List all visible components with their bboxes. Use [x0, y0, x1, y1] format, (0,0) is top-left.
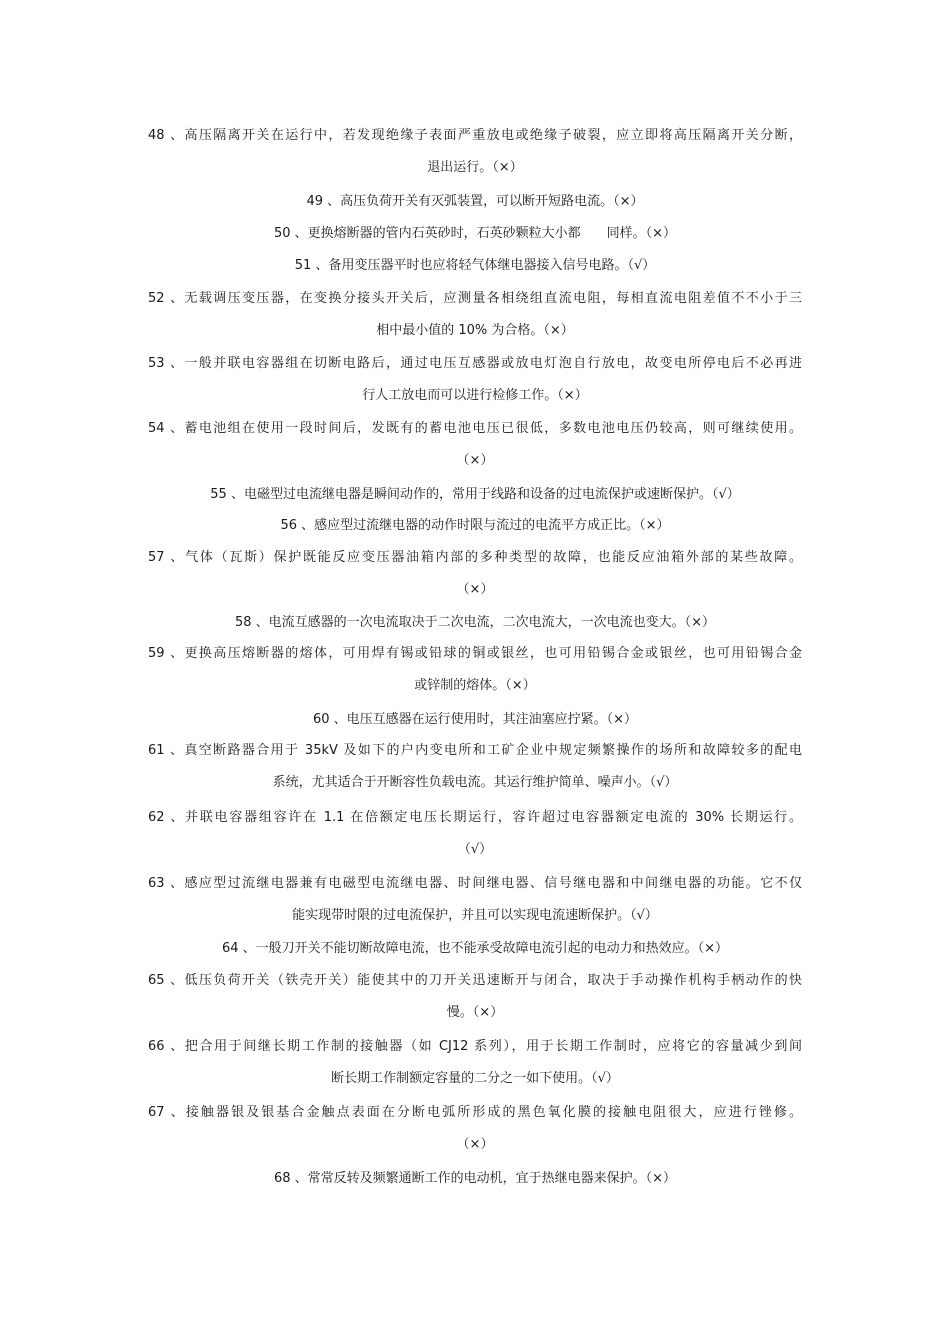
item-line: （×）	[456, 1137, 494, 1152]
item-line: 53 、一般并联电容器组在切断电路后，通过电压互感器或放电灯泡自行放电，故变电所停电后不必再进	[148, 356, 802, 371]
item-line: 56 、感应型过流继电器的动作时限与流过的电流平方成正比。（×）	[280, 518, 670, 533]
item-line: 48 、高压隔离开关在运行中，若发现绝缘子表面严重放电或绝缘子破裂，应立即将高压隔离开关分断，	[148, 128, 802, 143]
item-line: 52 、无载调压变压器，在变换分接头开关后，应测量各相绕组直流电阻，每相直流电阻差值不不小于三	[148, 291, 802, 306]
list-item-55	[148, 479, 802, 511]
item-line: 或锌制的熔体。（×）	[414, 678, 536, 693]
item-line: （√）	[457, 842, 493, 857]
item-line: 58 、电流互感器的一次电流取决于二次电流，二次电流大，一次电流也变大。（×）	[234, 615, 716, 630]
item-line: 55 、电磁型过电流继电器是瞬间动作的，常用于线路和设备的过电流保护或速断保护。（√）	[210, 487, 740, 502]
list-item-62	[148, 802, 802, 866]
item-line: 67 、接触器银及银基合金触点表面在分断电弧所形成的黑色氧化膜的接触电阻很大，应进行锉修。	[148, 1105, 802, 1120]
list-item-49	[148, 186, 802, 218]
item-line: 66 、把合用于间继长期工作制的接触器（如 CJ12 系列），用于长期工作制时，应将它的容量减少到间	[148, 1039, 802, 1054]
list-item-54	[148, 413, 802, 477]
list-item-63	[148, 868, 802, 932]
item-line: 相中最小值的 10% 为合格。（×）	[376, 323, 574, 338]
item-line: 51 、备用变压器平时也应将轻气体继电器接入信号电路。（√）	[294, 258, 656, 273]
item-line: 退出运行。（×）	[427, 160, 523, 175]
item-line: （×）	[456, 582, 494, 597]
list-item-60	[148, 704, 802, 736]
item-line: 50 、更换熔断器的管内石英砂时，石英砂颗粒大小都 同样。（×）	[273, 226, 677, 241]
list-item-51	[148, 250, 802, 282]
item-line: 行人工放电而可以进行检修工作。（×）	[362, 388, 588, 403]
item-line: （×）	[456, 453, 494, 468]
list-item-50	[148, 218, 802, 250]
item-line: 63 、感应型过流继电器兼有电磁型电流继电器、时间继电器、信号继电器和中间继电器的功能。它不仅	[148, 876, 802, 891]
item-line: 64 、一般刀开关不能切断故障电流，也不能承受故障电流引起的电动力和热效应。（×）	[221, 941, 729, 956]
list-item-66	[148, 1031, 802, 1095]
list-item-64	[148, 933, 802, 965]
item-line: 系统，尤其适合于开断容性负载电流。其运行维护简单、噪声小。（√）	[272, 775, 678, 790]
item-line: 60 、电压互感器在运行使用时，其注油塞应拧紧。（×）	[312, 712, 638, 727]
list-item-56	[148, 510, 802, 542]
item-line: 68 、常常反转及频繁通断工作的电动机，宜于热继电器来保护。（×）	[273, 1171, 677, 1186]
list-item-53	[148, 348, 802, 412]
list-item-57	[148, 542, 802, 606]
list-item-58	[148, 607, 802, 639]
item-line: 62 、并联电容器组容许在 1.1 在倍额定电压长期运行，容许超过电容器额定电流的 30% 长期运行。	[148, 810, 802, 825]
item-line: 慢。（×）	[446, 1005, 504, 1020]
list-item-61	[148, 735, 802, 799]
list-item-48	[148, 120, 802, 184]
list-item-59	[148, 638, 802, 702]
list-item-65	[148, 965, 802, 1029]
list-item-68	[148, 1163, 802, 1195]
item-line: 61 、真空断路器合用于 35kV 及如下的户内变电所和工矿企业中规定频繁操作的场所和故障较多的配电	[148, 743, 802, 758]
item-line: 59 、更换高压熔断器的熔体，可用焊有锡或铅球的铜或银丝，也可用铅锡合金或银丝，也可用铅锡合金	[148, 646, 802, 661]
item-line: 断长期工作制额定容量的二分之一如下使用。（√）	[331, 1071, 619, 1086]
item-line: 54 、蓄电池组在使用一段时间后，发既有的蓄电池电压已很低，多数电池电压仍较高，则可继续使用。	[148, 421, 802, 436]
item-line: 57 、气体（瓦斯）保护既能反应变压器油箱内部的多种类型的故障，也能反应油箱外部的某些故障。	[148, 550, 802, 565]
item-line: 65 、低压负荷开关（铁壳开关）能使其中的刀开关迅速断开与闭合，取决于手动操作机构手柄动作的快	[148, 973, 802, 988]
item-line: 49 、高压负荷开关有灭弧装置，可以断开短路电流。（×）	[306, 194, 644, 209]
list-item-67	[148, 1097, 802, 1161]
list-item-52	[148, 283, 802, 347]
item-line: 能实现带时限的过电流保护，并且可以实现电流速断保护。（√）	[292, 908, 658, 923]
